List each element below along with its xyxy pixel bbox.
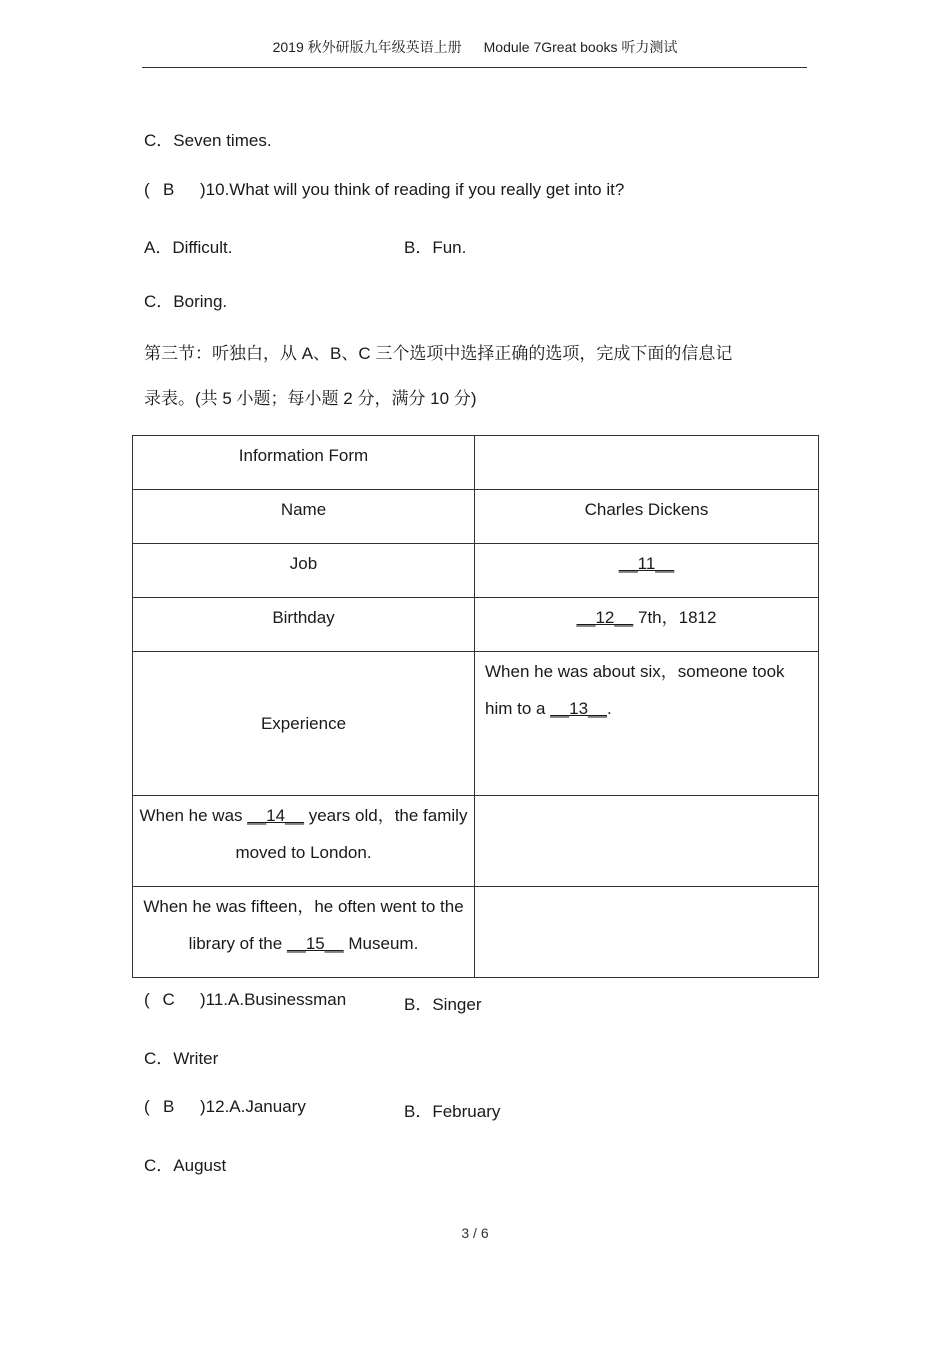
table-row bbox=[133, 436, 819, 490]
table-row bbox=[133, 544, 819, 598]
q11-answer: C bbox=[162, 990, 175, 1009]
blank-11: __11__ bbox=[618, 554, 675, 573]
q10-stem bbox=[144, 180, 624, 200]
row14-pre: When he was bbox=[139, 806, 248, 825]
q10-question: )10.What will you think of reading if you really get into it? bbox=[200, 180, 625, 199]
q11-option-a: )11.A.Businessman bbox=[200, 990, 347, 1009]
form-title: Information Form bbox=[133, 436, 475, 490]
table-row bbox=[133, 887, 819, 978]
q10-option-b: B．Fun. bbox=[404, 238, 467, 257]
experience-value bbox=[475, 652, 819, 796]
experience-text: When he was about six，someone took him to a bbox=[485, 662, 785, 718]
blank-15: __15__ bbox=[286, 934, 344, 953]
row15-pre: When he was fifteen，he often went to the library of the bbox=[143, 897, 464, 953]
name-label: Name bbox=[133, 490, 475, 544]
birthday-date: 7th，1812 bbox=[633, 608, 717, 627]
header-title: 2019 秋外研版九年级英语上册 bbox=[272, 39, 462, 55]
experience-end: . bbox=[606, 699, 612, 718]
header-module: Module 7Great books 听力测试 bbox=[483, 39, 678, 55]
q11-row bbox=[144, 990, 744, 1014]
table-row bbox=[133, 652, 819, 796]
q12-option-a: )12.A.January bbox=[200, 1097, 306, 1116]
birthday-value bbox=[475, 598, 819, 652]
blank-12: __12__ bbox=[576, 608, 634, 627]
row15-empty-cell bbox=[475, 887, 819, 978]
table-row bbox=[133, 796, 819, 887]
header-divider bbox=[142, 67, 807, 68]
q9-option-c: C．Seven times. bbox=[144, 131, 272, 150]
row15-post: Museum. bbox=[343, 934, 419, 953]
q12-option-c: C．August bbox=[144, 1156, 227, 1175]
information-form-table bbox=[132, 435, 819, 978]
q11-option-c: C．Writer bbox=[144, 1049, 219, 1068]
row14-empty-cell bbox=[475, 796, 819, 887]
q10-option-a: A．Difficult. bbox=[144, 238, 233, 257]
row15-text bbox=[133, 887, 475, 978]
answer-paren: ( C bbox=[144, 990, 200, 1010]
answer-paren: ( B bbox=[144, 180, 200, 200]
name-value: Charles Dickens bbox=[475, 490, 819, 544]
page-number: 3 / 6 bbox=[461, 1225, 489, 1241]
blank-14: __14__ bbox=[247, 806, 304, 825]
q12-row bbox=[144, 1097, 744, 1121]
experience-label: Experience bbox=[133, 652, 475, 796]
q10-answer: B bbox=[163, 180, 175, 199]
q12-option-b: B．February bbox=[404, 1102, 501, 1121]
answer-paren: ( B bbox=[144, 1097, 200, 1117]
job-label: Job bbox=[133, 544, 475, 598]
blank-13: __13__ bbox=[550, 699, 607, 718]
q12-answer: B bbox=[163, 1097, 175, 1116]
q10-options-row bbox=[144, 233, 744, 258]
row14-post: years old，the family moved to London. bbox=[235, 806, 468, 862]
row14-text bbox=[133, 796, 475, 887]
table-row bbox=[133, 490, 819, 544]
q11-option-b: B．Singer bbox=[404, 995, 482, 1014]
q10-option-c: C．Boring. bbox=[144, 292, 228, 311]
form-title-empty-cell bbox=[475, 436, 819, 490]
page-header bbox=[0, 37, 950, 57]
job-value bbox=[475, 544, 819, 598]
birthday-label: Birthday bbox=[133, 598, 475, 652]
section3-instruction-line1: 第三节：听独白，从 A、B、C 三个选项中选择正确的选项，完成下面的信息记 bbox=[144, 344, 733, 363]
table-row bbox=[133, 598, 819, 652]
section3-instruction-line2: 录表。(共 5 小题；每小题 2 分，满分 10 分) bbox=[144, 389, 477, 408]
